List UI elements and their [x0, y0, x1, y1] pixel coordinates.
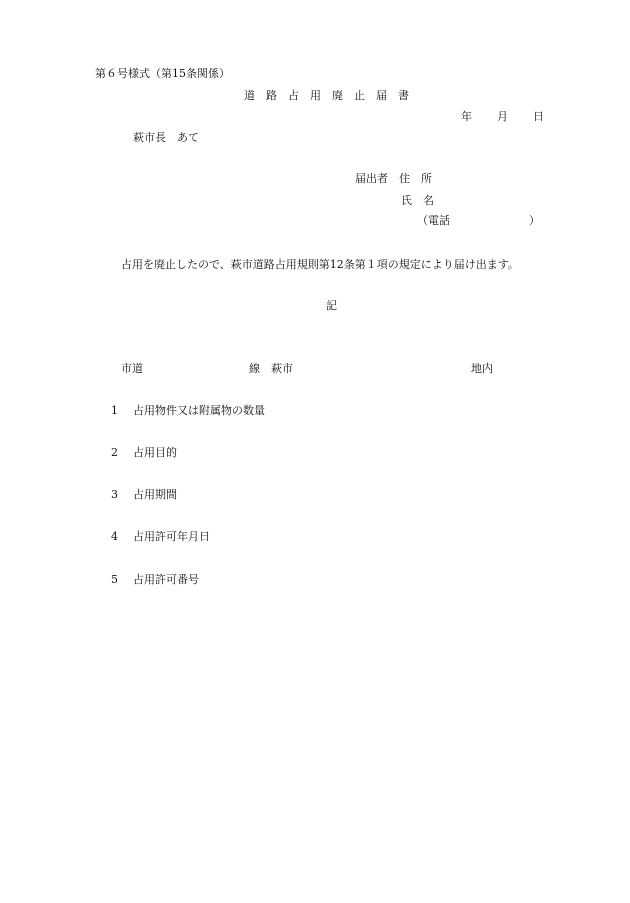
- line-label: 線 萩市: [249, 362, 293, 375]
- item-number: 3: [111, 488, 118, 501]
- addressee: 萩市長 あて: [133, 131, 199, 144]
- item-number: 4: [111, 530, 118, 543]
- applicant-phone-close: ）: [529, 214, 540, 227]
- item-number: 2: [111, 446, 118, 459]
- applicant-name-label: 氏 名: [401, 194, 434, 207]
- date-year-label: 年: [461, 110, 472, 123]
- body-text: 占用を廃止したので、萩市道路占用規則第12条第１項の規定により届け出ます。: [121, 258, 519, 271]
- item-label: 占用期間: [133, 488, 177, 501]
- item-label: 占用物件又は附属物の数量: [133, 404, 265, 417]
- date-month-label: 月: [497, 110, 508, 123]
- ki-heading: 記: [326, 299, 337, 312]
- item-label: 占用許可番号: [133, 573, 199, 586]
- applicant-phone-label: （電話: [417, 214, 450, 227]
- date-day-label: 日: [533, 110, 544, 123]
- form-title: 道 路 占 用 廃 止 届 書: [244, 89, 409, 102]
- area-label: 地内: [471, 362, 493, 375]
- item-number: 5: [111, 573, 118, 586]
- form-number: 第６号様式（第15条関係）: [95, 67, 230, 80]
- item-label: 占用許可年月日: [133, 530, 210, 543]
- item-label: 占用目的: [133, 446, 177, 459]
- item-number: 1: [111, 404, 118, 417]
- road-label: 市道: [121, 362, 143, 375]
- applicant-address-label: 届出者 住 所: [355, 172, 432, 185]
